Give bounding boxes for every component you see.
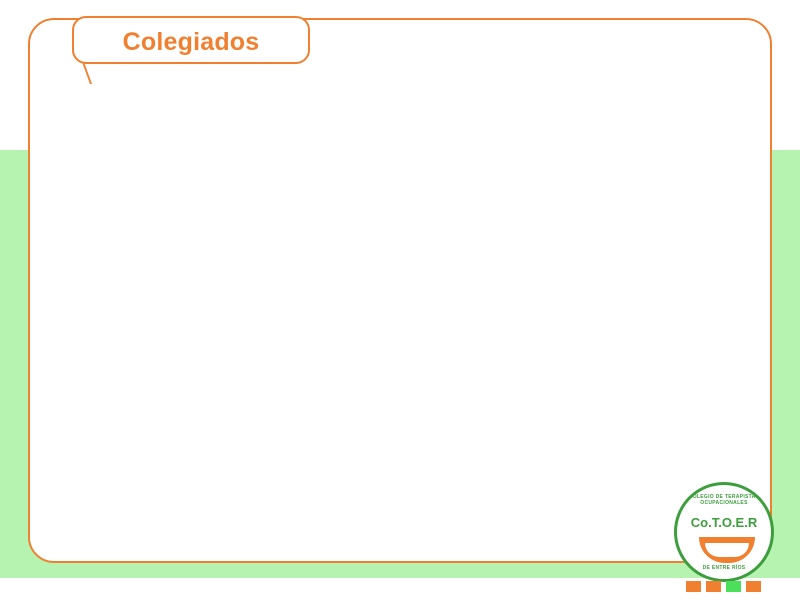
logo-top-text: COLEGIO DE TERAPISTAS OCUPACIONALES bbox=[688, 494, 760, 506]
logo-circle-icon bbox=[674, 482, 774, 582]
logo-bowl-icon bbox=[699, 537, 755, 563]
main-card bbox=[28, 18, 772, 563]
logo-bottom-text: DE ENTRE RÍOS bbox=[702, 565, 746, 571]
logo-squares-icon bbox=[686, 581, 761, 592]
organization-logo bbox=[662, 482, 788, 592]
logo-acronym: Co.T.O.E.R bbox=[690, 515, 758, 530]
colegiados-tab-label: Colegiados bbox=[122, 28, 260, 56]
colegiados-tab[interactable] bbox=[72, 16, 310, 64]
